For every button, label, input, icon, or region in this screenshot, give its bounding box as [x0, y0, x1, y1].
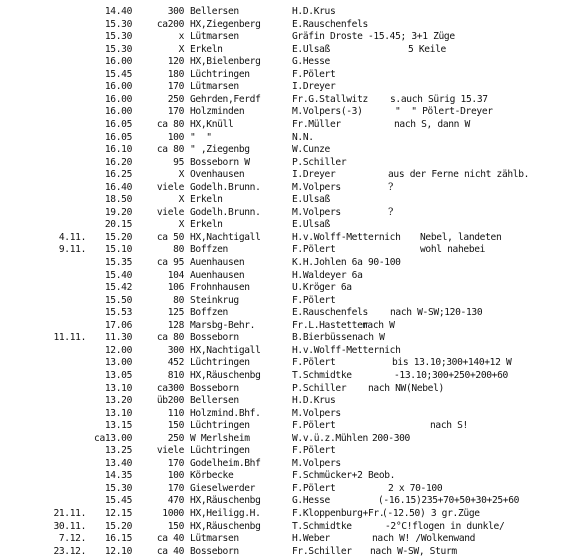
bird-count: 300: [167, 6, 184, 17]
entry-time: 15.53: [104, 307, 132, 319]
entry-time: 13.15: [104, 420, 132, 432]
observer-name: Fr.Müller: [292, 118, 341, 130]
observer-name: P.Schiller: [292, 156, 347, 168]
remark: nach W: [362, 319, 395, 331]
entry-time: 15.42: [104, 282, 132, 294]
location: Auenhausen: [190, 257, 245, 268]
observer-name: F.Pölert: [292, 420, 336, 432]
observer-name: I.Dreyer: [292, 169, 336, 181]
entry-time: 15.45: [104, 68, 132, 80]
location: Bellersen: [190, 6, 239, 17]
bird-count: 300: [167, 344, 184, 356]
location: Lüchtringen: [190, 445, 250, 457]
entry-time: 15.40: [104, 269, 132, 281]
observer-name: F.Pölert: [292, 68, 336, 80]
remark: 2 x 70-100: [388, 482, 443, 494]
entry-time: 17.06: [104, 319, 132, 331]
remark: " " Pölert-Dreyer: [395, 106, 493, 118]
location: Holzminden: [190, 106, 245, 118]
bird-count: x: [178, 31, 184, 43]
observer-name: H.D.Krus: [292, 395, 336, 407]
bird-count: ca 80: [156, 144, 184, 156]
location: HX,Ziegenberg: [190, 18, 261, 30]
entry-time: 13.20: [104, 395, 132, 407]
entry-date: 11.11.: [53, 332, 86, 344]
location: Auenhausen: [190, 269, 245, 281]
entry-time: 15.20: [104, 231, 132, 243]
observer-name: H.D.Krus: [292, 6, 336, 17]
bird-count: X: [178, 169, 184, 181]
observer-name: M.Volpers: [292, 457, 341, 469]
entry-time: 15.30: [104, 31, 132, 43]
observer-name: F.Schmücker+2 Beob.: [292, 470, 396, 482]
bird-count: 125: [167, 307, 184, 319]
bird-count: 110: [167, 407, 184, 419]
observer-name: E.Rauschenfels: [292, 18, 368, 30]
entry-time: 15.50: [104, 294, 132, 306]
observer-name: F.Pölert: [292, 294, 336, 306]
bird-count: 250: [167, 93, 184, 105]
bird-count: 80: [173, 294, 184, 306]
bird-count: 170: [167, 457, 184, 469]
location: Marsbg-Behr.: [190, 319, 256, 331]
remark: ?: [388, 206, 394, 218]
bird-count: 95: [173, 156, 184, 168]
observer-name: T.Schmidtke: [292, 369, 352, 381]
location: Bosseborn W: [190, 156, 250, 168]
observer-name: H.Weber: [292, 533, 330, 545]
bird-count: ca200: [156, 18, 184, 30]
observer-name: U.Kröger 6a: [292, 282, 352, 294]
bird-count: X: [178, 194, 184, 206]
location: " ": [190, 131, 212, 143]
bird-count: üb200: [156, 395, 184, 407]
entry-date: 23.12.: [53, 545, 86, 557]
observer-name: N.N.: [292, 131, 314, 143]
remark: ?: [388, 181, 394, 193]
entry-time: 14.40: [104, 6, 132, 17]
remark: 200-300: [372, 432, 410, 444]
observer-name: E.Ulsaß: [292, 219, 330, 231]
entry-time: 16.15: [104, 533, 132, 545]
bird-count: 170: [167, 81, 184, 93]
observer-name: F.Pölert: [292, 244, 336, 256]
remark: Nebel, landeten: [420, 231, 502, 243]
remark: (-12.50) 3 gr.Züge: [382, 508, 480, 519]
observer-name: H.v.Wolff-Metternich: [292, 344, 401, 356]
observer-name: G.Hesse: [292, 495, 330, 507]
location: " ,Ziegenbg: [190, 144, 250, 156]
location: HX,Bielenberg: [190, 56, 261, 68]
entry-time: 16.25: [104, 169, 132, 181]
entry-date: 7.12.: [58, 533, 86, 545]
entry-time: 16.00: [104, 106, 132, 118]
entry-date: 21.11.: [53, 508, 86, 519]
location: Ovenhausen: [190, 169, 245, 181]
observer-name: M.Volpers: [292, 206, 341, 218]
observer-name: E.Ulsaß: [292, 43, 330, 55]
entry-time: 14.35: [104, 470, 132, 482]
bird-count: X: [178, 43, 184, 55]
observer-name: I.Dreyer: [292, 81, 336, 93]
entry-time: 15.30: [104, 482, 132, 494]
bird-count: viele: [156, 445, 184, 457]
bird-count: 80: [173, 244, 184, 256]
remark: aus der Ferne nicht zählb.: [388, 169, 530, 181]
bird-count: ca 40: [156, 545, 184, 557]
location: Godelh.Brunn.: [190, 181, 261, 193]
entry-time: 15.20: [104, 520, 132, 532]
entry-time: 15.30: [104, 43, 132, 55]
observer-name: F.Pölert: [292, 357, 336, 369]
observer-name: G.Hesse: [292, 56, 330, 68]
remark: nach S!: [430, 420, 468, 432]
location: Frohnhausen: [190, 282, 250, 294]
entry-time: 12.10: [104, 545, 132, 557]
location: Boffzen: [190, 307, 228, 319]
observer-name: Fr.G.Stallwitz: [292, 93, 368, 105]
entry-time: 16.00: [104, 93, 132, 105]
location: Boffzen: [190, 244, 228, 256]
bird-count: 120: [167, 56, 184, 68]
bird-count: 150: [167, 420, 184, 432]
observer-name: W.Cunze: [292, 144, 330, 156]
observer-name: Fr.Schiller: [292, 545, 352, 557]
location: Lütmarsen: [190, 31, 239, 43]
bird-count: 452: [167, 357, 184, 369]
remark: 5 Keile: [408, 43, 446, 55]
location: Bosseborn: [190, 382, 239, 394]
location: Lüchtringen: [190, 357, 250, 369]
observer-name: F.Pölert: [292, 445, 336, 457]
entry-time: 13.00: [104, 357, 132, 369]
observer-name: M.Volpers(-3): [292, 106, 363, 118]
location: HX,Nachtigall: [190, 344, 261, 356]
bird-count: ca 80: [156, 118, 184, 130]
remark: wohl nahebei: [420, 244, 486, 256]
location: Godelheim.Bhf: [190, 457, 261, 469]
bird-count: 470: [167, 495, 184, 507]
bird-count: ca 40: [156, 533, 184, 545]
bird-count: 170: [167, 482, 184, 494]
remark: nach W-SW, Sturm: [370, 545, 457, 557]
location: HX,Knüll: [190, 118, 234, 130]
entry-time: 13.10: [104, 382, 132, 394]
entry-time: ca13.00: [94, 432, 132, 444]
observer-name: B.Bierbüsse: [292, 332, 352, 344]
entry-time: 16.10: [104, 144, 132, 156]
location: Gieselwerder: [190, 482, 256, 494]
location: Steinkrug: [190, 294, 239, 306]
location: HX,Räuschenbg: [190, 495, 261, 507]
location: Erkeln: [190, 219, 223, 231]
observer-name: E.Ulsaß: [292, 194, 330, 206]
entry-time: 16.00: [104, 81, 132, 93]
remark: -2°C!flogen in dunkle/: [385, 520, 505, 532]
entry-time: 16.05: [104, 131, 132, 143]
remark: nach S, dann W: [394, 118, 470, 130]
location: Erkeln: [190, 194, 223, 206]
location: Körbecke: [190, 470, 234, 482]
bird-count: ca 95: [156, 257, 184, 268]
location: Holzmind.Bhf.: [190, 407, 261, 419]
entry-time: 11.30: [104, 332, 132, 344]
location: Bosseborn: [190, 332, 239, 344]
observer-name: M.Volpers: [292, 407, 341, 419]
entry-time: 12.15: [104, 508, 132, 519]
location: HX,Räuschenbg: [190, 369, 261, 381]
observer-name: F.Kloppenburg+Fr.: [292, 508, 385, 519]
bird-count: X: [178, 219, 184, 231]
location: Erkeln: [190, 43, 223, 55]
entry-time: 13.05: [104, 369, 132, 381]
observer-name: H.Waldeyer 6a: [292, 269, 363, 281]
bird-count: 100: [167, 131, 184, 143]
observer-name: F.Pölert: [292, 482, 336, 494]
entry-time: 16.00: [104, 56, 132, 68]
entry-time: 16.40: [104, 181, 132, 193]
location: Lüchtringen: [190, 68, 250, 80]
entry-time: 15.45: [104, 495, 132, 507]
bird-count: 100: [167, 470, 184, 482]
bird-count: 170: [167, 106, 184, 118]
remark: nach W: [352, 332, 385, 344]
location: Bellersen: [190, 395, 239, 407]
observer-name: H.v.Wolff-Metternich: [292, 231, 401, 243]
entry-time: 16.05: [104, 118, 132, 130]
remark: bis 13.10;300+140+12 W: [392, 357, 512, 369]
bird-count: 1000: [162, 508, 184, 519]
remark: nach W-SW;120-130: [390, 307, 483, 319]
entry-date: 9.11.: [58, 244, 86, 256]
observer-name: E.Rauschenfels: [292, 307, 368, 319]
entry-time: 19.20: [104, 206, 132, 218]
location: Lütmarsen: [190, 533, 239, 545]
entry-time: 13.25: [104, 445, 132, 457]
entry-time: 15.30: [104, 18, 132, 30]
bird-count: ca 50: [156, 231, 184, 243]
location: Gehrden,Ferdf: [190, 93, 261, 105]
bird-count: 810: [167, 369, 184, 381]
entry-date: 4.11.: [58, 231, 86, 243]
location: HX,Räuschenbg: [190, 520, 261, 532]
entry-time: 18.50: [104, 194, 132, 206]
observer-name: Fr.L.Hastetter: [292, 319, 368, 331]
observer-name: K.H.Johlen 6a: [292, 257, 363, 268]
entry-time: 20.15: [104, 219, 132, 231]
bird-count: 150: [167, 520, 184, 532]
bird-count: 106: [167, 282, 184, 294]
remark: -13.10;300+250+200+60: [394, 369, 508, 381]
bird-count: 180: [167, 68, 184, 80]
remark: nach NW(Nebel): [368, 382, 444, 394]
observer-name: W.v.ü.z.Mühlen: [292, 432, 368, 444]
remark: (-16.15)235+70+50+30+25+60: [378, 495, 520, 507]
location: HX,Heiligg.H.: [190, 508, 261, 519]
entry-time: 15.35: [104, 257, 132, 268]
remark: 90-100: [368, 257, 401, 268]
location: Godelh.Brunn.: [190, 206, 261, 218]
entry-time: 15.10: [104, 244, 132, 256]
location: HX,Nachtigall: [190, 231, 261, 243]
location: W Merlsheim: [190, 432, 250, 444]
observer-name: M.Volpers: [292, 181, 341, 193]
bird-count: 128: [167, 319, 184, 331]
observer-name: P.Schiller: [292, 382, 347, 394]
bird-count: ca300: [156, 382, 184, 394]
entry-time: 12.00: [104, 344, 132, 356]
bird-count: 104: [167, 269, 184, 281]
entry-date: 30.11.: [53, 520, 86, 532]
bird-count: viele: [156, 181, 184, 193]
bird-count: viele: [156, 206, 184, 218]
remark: nach W! /Wolkenwand: [372, 533, 476, 545]
bird-count: ca 80: [156, 332, 184, 344]
location: Lüchtringen: [190, 420, 250, 432]
entry-time: 13.10: [104, 407, 132, 419]
remark: s.auch Sürig 15.37: [390, 93, 488, 105]
entry-time: 13.40: [104, 457, 132, 469]
bird-count: 250: [167, 432, 184, 444]
location: Bosseborn: [190, 545, 239, 557]
location: Lütmarsen: [190, 81, 239, 93]
observer-name: T.Schmidtke: [292, 520, 352, 532]
observer-name: Gräfin Droste -15.45; 3+1 Züge: [292, 31, 455, 43]
entry-time: 16.20: [104, 156, 132, 168]
